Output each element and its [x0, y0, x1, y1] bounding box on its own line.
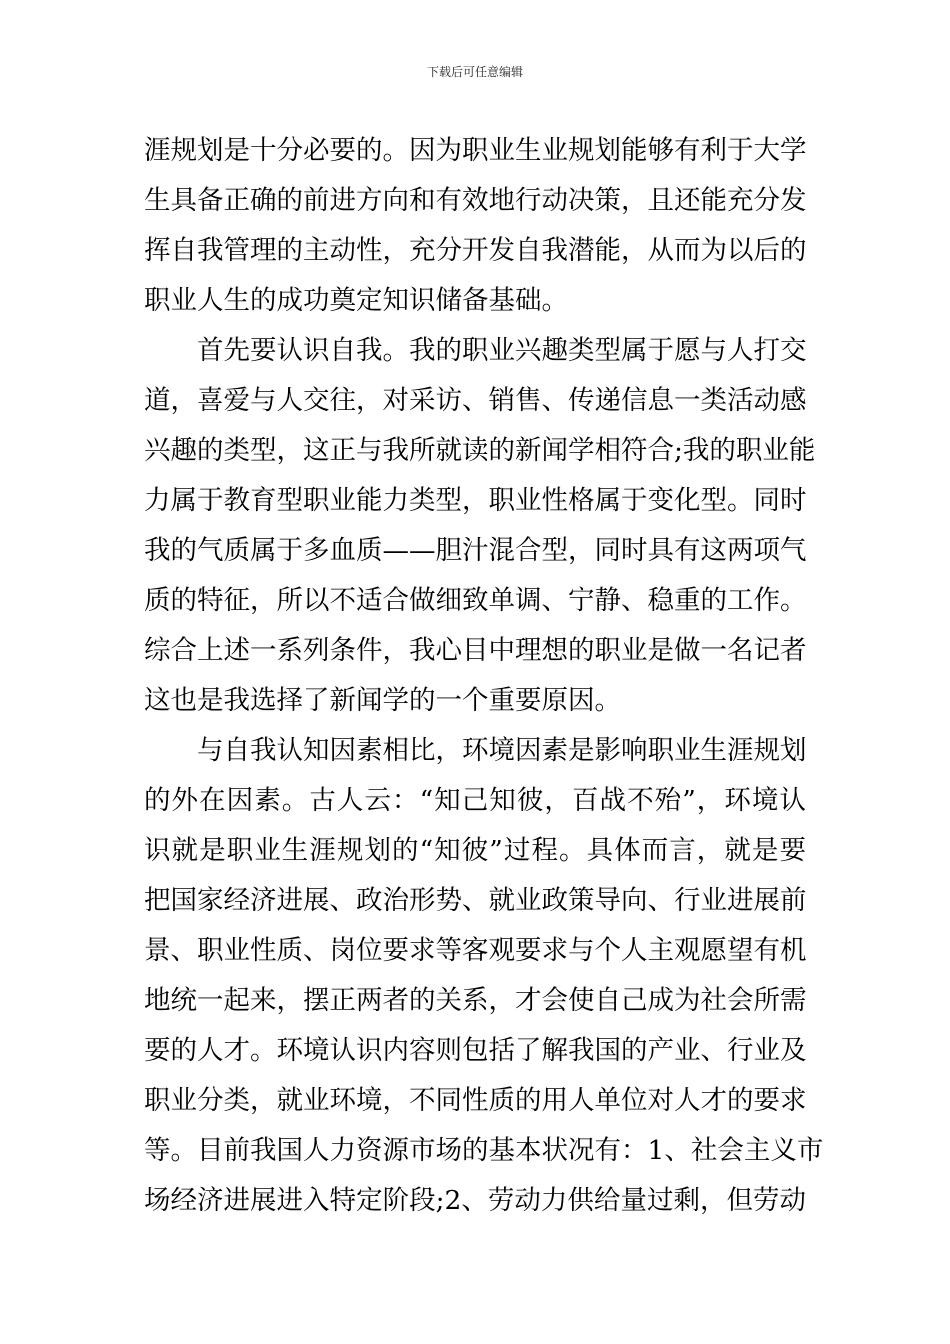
text-line: 与自我认知因素相比，环境因素是影响职业生涯规划 — [197, 735, 807, 766]
text-line: 的外在因素。古人云：“知己知彼，百战不殆”，环境认 — [144, 785, 806, 816]
page-header: 下载后可任意编辑 — [426, 65, 523, 79]
text-line: 地统一起来，摆正两者的关系，才会使自己成为社会所需 — [144, 985, 807, 1016]
text-line: 兴趣的类型，这正与我所就读的新闻学相符合;我的职业能 — [144, 435, 816, 466]
text-line: 识就是职业生涯规划的“知彼”过程。具体而言，就是要 — [144, 835, 806, 866]
text-line: 这也是我选择了新闻学的一个重要原因。 — [144, 685, 621, 716]
text-line: 我的气质属于多血质——胆汁混合型，同时具有这两项气 — [144, 535, 807, 566]
text-line: 首先要认识自我。我的职业兴趣类型属于愿与人打交 — [197, 335, 807, 366]
text-line: 要的人才。环境认识内容则包括了解我国的产业、行业及 — [144, 1035, 807, 1066]
text-line: 景、职业性质、岗位要求等客观要求与个人主观愿望有机 — [144, 935, 807, 966]
text-line: 挥自我管理的主动性，充分开发自我潜能，从而为以后的 — [144, 235, 807, 266]
text-line: 职业分类，就业环境，不同性质的用人单位对人才的要求 — [144, 1085, 807, 1116]
text-line: 道，喜爱与人交往，对采访、销售、传递信息一类活动感 — [144, 385, 807, 416]
text-line: 力属于教育型职业能力类型，职业性格属于变化型。同时 — [144, 485, 807, 516]
text-line: 质的特征，所以不适合做细致单调、宁静、稳重的工作。 — [144, 585, 807, 616]
text-line: 涯规划是十分必要的。因为职业生业规划能够有利于大学 — [144, 135, 807, 166]
document-body — [144, 126, 824, 1226]
text-line: 职业人生的成功奠定知识储备基础。 — [144, 285, 568, 316]
text-line: 综合上述一系列条件，我心目中理想的职业是做一名记者 — [144, 635, 807, 666]
text-line: 场经济进展进入特定阶段;2、劳动力供给量过剩，但劳动 — [144, 1185, 806, 1216]
text-line: 生具备正确的前进方向和有效地行动决策，且还能充分发 — [144, 185, 807, 216]
text-line: 等。目前我国人力资源市场的基本状况有：1、社会主义市 — [144, 1135, 824, 1166]
text-line: 把国家经济进展、政治形势、就业政策导向、行业进展前 — [144, 885, 807, 916]
